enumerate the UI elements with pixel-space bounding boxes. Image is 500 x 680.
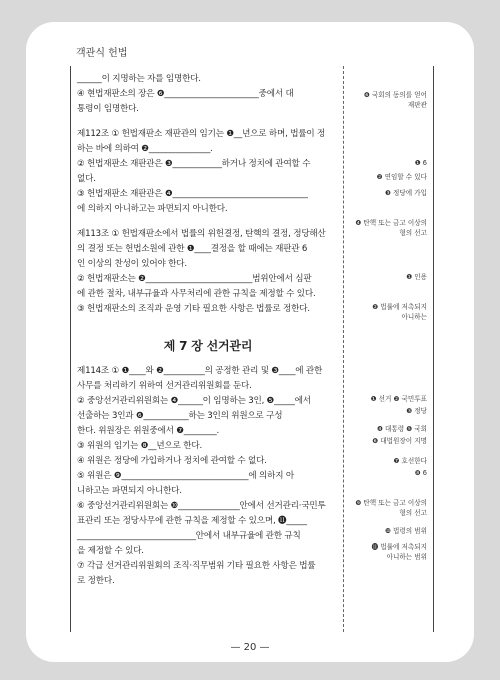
- text-line: _____________________________안에서 내부규율에 관한 규칙: [77, 531, 301, 541]
- answer-note: ❶ 6: [414, 159, 427, 167]
- answer-note: ❸ 정당에 가입: [385, 189, 427, 197]
- text-line: 없다.: [77, 174, 96, 184]
- answer-note: 아니하는 범위: [386, 553, 427, 561]
- article-112-line: 제112조 ① 헌법재판소 재판관의 임기는 ❶__년으로 하며, 법률이 정: [77, 129, 326, 139]
- text-line: ② 중앙선거관리위원회는 ❹______이 임명하는 3인, ❺_____에서: [77, 396, 311, 406]
- text-line: 니하고는 파면되지 아니한다.: [77, 486, 182, 496]
- answer-note: ❹ 대통령 ❺ 국회: [377, 425, 427, 433]
- text-line: 한다. 위원장은 위원중에서 ❼________.: [77, 426, 220, 436]
- answer-note: ❶ 인용: [406, 273, 427, 281]
- page-number: — 20 —: [230, 642, 270, 653]
- article-114-line: 제114조 ① ❶____와 ❷__________의 공정한 관리 및 ❸____에 관한: [77, 366, 323, 376]
- text-line: ⑤ 위원은 ❾_______________________________에 의하지 아: [77, 471, 294, 481]
- answer-note: ❿ 법령의 범위: [385, 527, 427, 535]
- text-line: 인 이상의 찬성이 있어야 한다.: [77, 259, 187, 269]
- answer-note: ❻ 국회의 동의를 얻어: [363, 91, 427, 99]
- answer-note: 아니하는: [401, 313, 427, 321]
- text-line: 하는 바에 의하여 ❷_______________.: [77, 144, 213, 154]
- answer-note: ❻ 대법원장이 지명: [372, 437, 427, 445]
- answer-note: ❷ 연임할 수 있다: [376, 173, 427, 181]
- text-line: 의 결정 또는 헌법소원에 관한 ❶____결정을 할 때에는 재판관 6: [77, 244, 308, 254]
- text-line: ③ 위원의 임기는 ❽__년으로 한다.: [77, 441, 202, 451]
- text-line: 을 제정할 수 있다.: [77, 546, 144, 556]
- text-line: 사무를 처리하기 위하여 선거관리위원회를 둔다.: [77, 381, 252, 391]
- answer-note: ❹ 탄핵 또는 금고 이상의: [355, 219, 427, 227]
- answer-note: 형의 선고: [399, 509, 427, 517]
- column-divider: [343, 66, 344, 632]
- text-line: ④ 현법재판소의 장은 ❻_______________________중에서 대: [77, 89, 294, 99]
- document-page: [26, 22, 474, 662]
- text-line: 에 관한 절차, 내부규율과 사무처리에 관한 규칙을 제정할 수 있다.: [77, 289, 316, 299]
- running-header: 객관식 헌법: [76, 48, 128, 59]
- text-line: 통령이 임명한다.: [77, 104, 139, 114]
- article-113-line: 제113조 ① 헌법재판소에서 법률의 위헌결정, 탄핵의 결정, 정당해산: [77, 229, 326, 239]
- answer-note: ❾ 탄핵 또는 금고 이상의: [355, 499, 427, 507]
- content-frame: [70, 66, 434, 632]
- text-line: 선출하는 3인과 ❻___________하는 3인의 위원으로 구성: [77, 411, 283, 421]
- answer-note: ❷ 법률에 저촉되지: [372, 303, 427, 311]
- answer-note: ❶ 선거 ❷ 국민투표: [370, 395, 427, 403]
- chapter-heading: 제 7 장 선거관리: [163, 339, 253, 353]
- text-line: ______이 지명하는 자를 임명한다.: [77, 74, 201, 84]
- text-line: ⑦ 각급 선거관리위원회의 조직·직무범위 기타 필요한 사항은 법률: [77, 561, 316, 571]
- answer-note: ❽ 6: [414, 469, 427, 477]
- answer-note: ❸ 정당: [406, 407, 427, 415]
- answer-note: 형의 선고: [399, 229, 427, 237]
- text-line: 로 정한다.: [77, 576, 115, 586]
- answer-note: 재판관: [407, 101, 427, 109]
- answer-note: ⓫ 법률에 저촉되지: [371, 543, 427, 551]
- text-line: 에 의하지 아니하고는 파면되지 아니한다.: [77, 204, 228, 214]
- text-line: ② 헌법재판소는 ❷__________________________범위안에서 심판: [77, 274, 312, 284]
- text-line: ② 헌법재판소 재판관은 ❸____________하거나 정치에 관여할 수: [77, 159, 311, 169]
- answer-note: ❼ 호선한다: [393, 457, 427, 465]
- text-line: ③ 헌법재판소 재판관은 ❹_________________________________: [77, 189, 308, 199]
- text-line: 표관리 또는 정당사무에 관한 규칙을 제정할 수 있으며, ⓫_____: [77, 516, 307, 526]
- text-line: ⑥ 중앙선거관리위원회는 ❿_______________안에서 선거관리·국민투: [77, 501, 326, 511]
- text-line: ④ 위원은 정당에 가입하거나 정치에 관여할 수 없다.: [77, 456, 267, 466]
- text-line: ③ 헌법재판소의 조직과 운영 기타 필요한 사항은 법률로 정한다.: [77, 304, 310, 314]
- main-text-column: [77, 72, 339, 589]
